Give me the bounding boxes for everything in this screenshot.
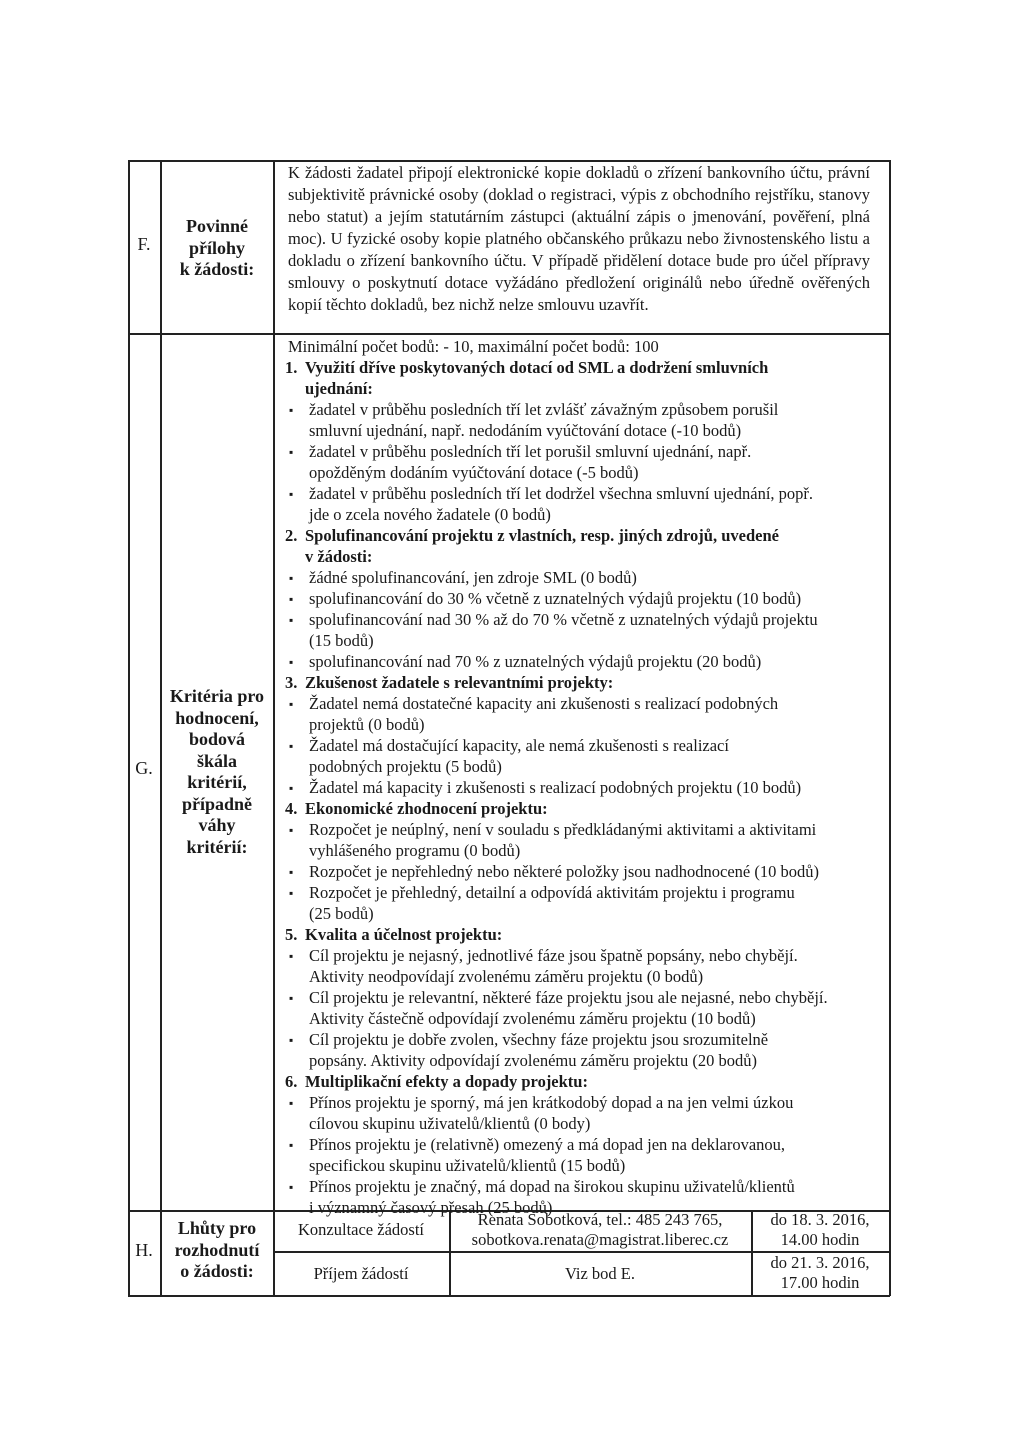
table-bottom-border xyxy=(128,1295,890,1297)
consult-deadline: do 18. 3. 2016, 14.00 hodin xyxy=(770,1210,870,1249)
criterion-item: ▪ spolufinancování nad 30 % až do 70 % včetně z uznatelných výdajů projektu xyxy=(309,609,818,630)
criterion-item-continued: (25 bodů) xyxy=(309,904,374,923)
criterion-item: ▪ Rozpočet je nepřehledný nebo některé položky jsou nadhodnocené (10 bodů) xyxy=(309,861,819,882)
table-col-divider-2 xyxy=(273,160,275,1296)
criterion-item: ▪ Žadatel nemá dostatečné kapacity ani zkušenosti s realizací podobných xyxy=(309,693,778,714)
criterion-item-continued: (15 bodů) xyxy=(309,631,374,650)
criterion-item-continued: Aktivity částečně odpovídají zvolenému záměru projektu (10 bodů) xyxy=(309,1009,756,1028)
criterion-number: 4. xyxy=(285,799,298,818)
row-f-letter: F. xyxy=(137,234,151,254)
criterion-title xyxy=(285,798,548,819)
criterion-item: ▪ Rozpočet je neúplný, není v souladu s předkládanými aktivitami a aktivitami xyxy=(309,819,816,840)
criterion-title-text: Využití dříve poskytovaných dotací od SML a dodržení smluvních xyxy=(305,358,769,377)
criterion-number: 3. xyxy=(285,673,298,692)
criterion-item: ▪ žadatel v průběhu posledních tří let porušil smluvní ujednání, např. xyxy=(309,441,751,462)
criterion-item-continued: specifickou skupinu uživatelů/klientů (15 bodů) xyxy=(309,1156,626,1175)
criterion-item-continued: smluvní ujednání, např. nedodáním vyúčtování dotace (-10 bodů) xyxy=(309,421,742,440)
criterion-title-text: Kvalita a účelnost projektu: xyxy=(305,925,503,944)
criterion-item: ▪ Rozpočet je přehledný, detailní a odpovídá aktivitám projektu i programu xyxy=(309,882,795,903)
row-f-label: Povinné přílohy k žádosti: xyxy=(179,216,255,279)
criterion-item-continued: jde o zcela nového žadatele (0 bodů) xyxy=(309,505,551,524)
criterion-item-continued: i významný časový přesah (25 bodů) xyxy=(309,1198,553,1217)
criterion-title-text: Zkušenost žadatele s relevantními projekty: xyxy=(305,673,614,692)
row-g-letter: G. xyxy=(135,758,153,778)
criterion-item-continued: projektů (0 bodů) xyxy=(309,715,425,734)
criterion-item: ▪ žadatel v průběhu posledních tří let dodržel všechna smluvní ujednání, popř. xyxy=(309,483,813,504)
intake-label: Příjem žádostí xyxy=(313,1264,409,1283)
intake-deadline: do 21. 3. 2016, 17.00 hodin xyxy=(770,1253,870,1292)
criterion-item: ▪ Žadatel má kapacity i zkušenosti s realizací podobných projektu (10 bodů) xyxy=(309,777,801,798)
row-h-label: Lhůty pro rozhodnutí o žádosti: xyxy=(174,1218,260,1281)
criterion-item: ▪ Přínos projektu je (relativně) omezený a má dopad jen na deklarovanou, xyxy=(309,1134,785,1155)
row-divider-fg xyxy=(128,333,890,335)
criterion-item-continued: popsány. Aktivity odpovídají zvolenému záměru projektu (20 bodů) xyxy=(309,1051,758,1070)
table-left-border xyxy=(128,160,130,1296)
intake-contact: Viz bod E. xyxy=(564,1264,636,1283)
criterion-item-continued: Aktivity neodpovídají zvolenému záměru projektu (0 bodů) xyxy=(309,967,704,986)
criterion-title xyxy=(285,1071,588,1092)
minmax-points: Minimální počet bodů: - 10, maximální počet bodů: 100 xyxy=(288,337,659,356)
criterion-item: ▪ spolufinancování nad 70 % z uznatelných výdajů projektu (20 bodů) xyxy=(309,651,761,672)
criterion-item-continued: cílovou skupinu uživatelů/klientů (0 body) xyxy=(309,1114,591,1133)
criterion-title xyxy=(285,672,613,693)
row-h-letter: H. xyxy=(135,1240,153,1260)
criterion-number: 6. xyxy=(285,1072,298,1091)
criterion-item: ▪ Cíl projektu je relevantní, některé fáze projektu jsou ale nejasné, nebo chybějí. xyxy=(309,987,828,1008)
criterion-item: ▪ Cíl projektu je nejasný, jednotlivé fáze jsou špatně popsány, nebo chybějí. xyxy=(309,945,798,966)
criterion-item-continued: podobných projektu (5 bodů) xyxy=(309,757,502,776)
criterion-item: ▪ Cíl projektu je dobře zvolen, všechny fáze projektu jsou srozumitelně xyxy=(309,1029,768,1050)
consult-label: Konzultace žádostí xyxy=(298,1220,424,1239)
criterion-title-text: Spolufinancování projektu z vlastních, resp. jiných zdrojů, uvedené xyxy=(305,526,779,545)
criterion-title-text: Ekonomické zhodnocení projektu: xyxy=(305,799,548,818)
criterion-number: 1. xyxy=(285,358,298,377)
criterion-title xyxy=(285,924,502,945)
criterion-item: ▪ spolufinancování do 30 % včetně z uznatelných výdajů projektu (10 bodů) xyxy=(309,588,801,609)
criterion-item: ▪ Přínos projektu je značný, má dopad na širokou skupinu uživatelů/klientů xyxy=(309,1176,795,1197)
criterion-item: ▪ Přínos projektu je sporný, má jen krátkodobý dopad a na jen velmi úzkou xyxy=(309,1092,793,1113)
criterion-title-text: Multiplikační efekty a dopady projektu: xyxy=(305,1072,588,1091)
criterion-title xyxy=(285,357,768,378)
criterion-title-continued: v žádosti: xyxy=(305,547,373,566)
criterion-number: 2. xyxy=(285,526,298,545)
row-f-text: K žádosti žadatel připojí elektronické kopie dokladů o zřízení bankovního účtu, právní subjektivitě právnické osoby (doklad o registraci, výpis z obchodního rejstříku, stanovy nebo statut) a jejím statutárním zástupci (aktuální zápis o jmenování, pověření, plná moc). U fyzické osoby kopie platného občanského průkazu nebo živnostenského listu a dokladu o zřízení bankovního účtu. V případě přidělení dotace bude pro účel přípravy smlouvy o poskytnutí dotace vyžádáno předložení originálů nebo úředně ověřených kopií těchto dokladů, bez nichž nelze smlouvu uzavřít. xyxy=(288,163,870,314)
consult-contact: Renata Sobotková, tel.: 485 243 765, sobotkova.renata@magistrat.liberec.cz xyxy=(471,1210,729,1249)
criterion-item-continued: vyhlášeného programu (0 bodů) xyxy=(309,841,521,860)
criterion-item: ▪ žádné spolufinancování, jen zdroje SML (0 bodů) xyxy=(309,567,637,588)
criterion-item: ▪ Žadatel má dostačující kapacity, ale nemá zkušenosti s realizací xyxy=(309,735,729,756)
criterion-title xyxy=(285,525,779,546)
table-right-border xyxy=(889,160,891,1296)
criterion-title-continued: ujednání: xyxy=(305,379,373,398)
criterion-item-continued: opožděným dodáním vyúčtování dotace (-5 bodů) xyxy=(309,463,639,482)
criterion-number: 5. xyxy=(285,925,298,944)
criterion-item: ▪ žadatel v průběhu posledních tří let zvlášť závažným způsobem porušil xyxy=(309,399,778,420)
row-g-label: Kritéria pro hodnocení, bodová škála kritérií, případně váhy kritérií: xyxy=(169,686,265,857)
